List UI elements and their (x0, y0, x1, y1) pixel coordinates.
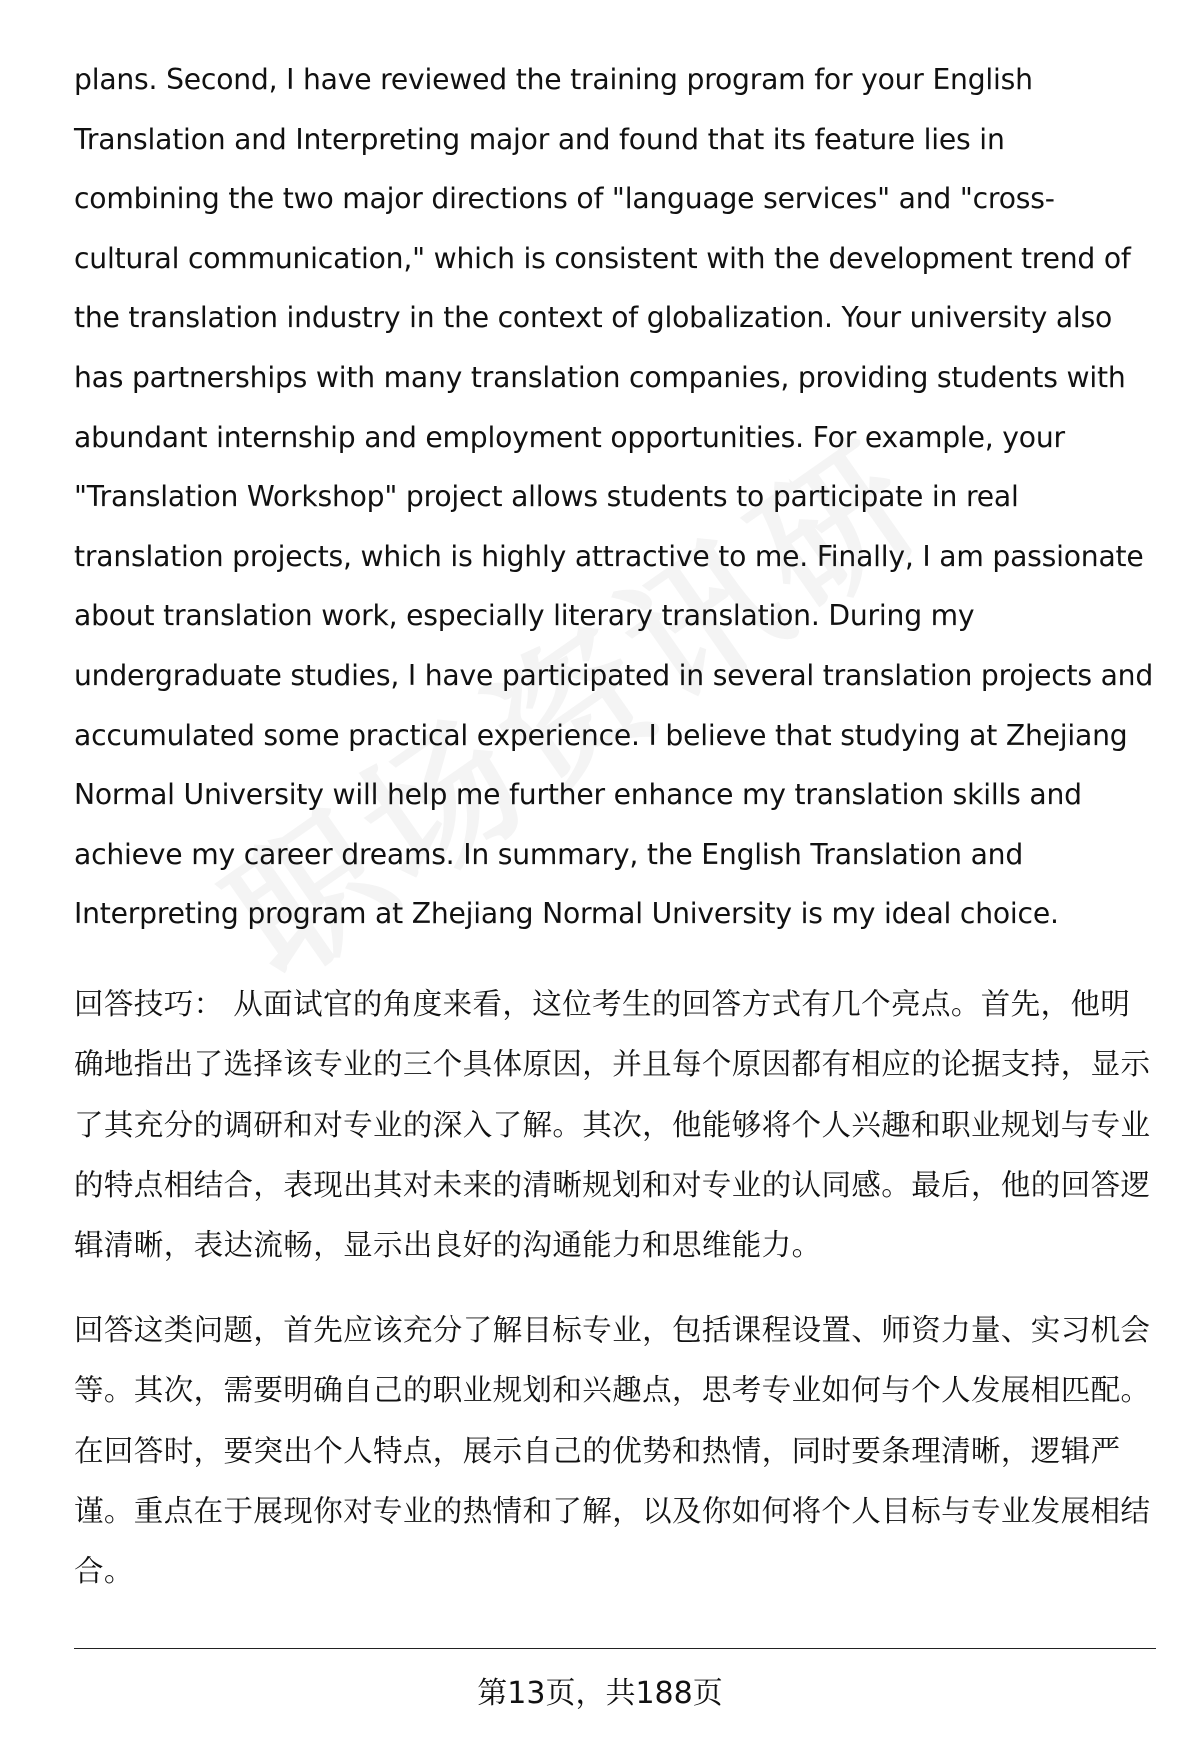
page-number: 第13页，共188页 (477, 1676, 723, 1711)
footer-divider (74, 1648, 1156, 1649)
answer-tips-paragraph: 回答技巧： 从面试官的角度来看，这位考生的回答方式有几个亮点。首先，他明确地指出了选择该专业的三个具体原因，并且每个原因都有相应的论据支持，显示了其充分的调研和对专业的深入了解。其次，他能够将个人兴趣和职业规划与专业的特点相结合，表现出其对未来的清晰规划和对专业的认同感。最后，他的回答逻辑清晰，表达流畅，显示出良好的沟通能力和思维能力。 (74, 987, 1151, 1263)
english-answer-paragraph: plans. Second, I have reviewed the training program for your English Translation and Interpreting major and found that its feature lies in combining the two major directions of "language services" and "cross-cultural communication," which is consistent with the development trend of the translation industry in the context of globalization. Your university also has partnerships with many translation companies, providing students with abundant internship and employment opportunities. For example, your "Translation Workshop" project allows students to participate in real translation projects, which is highly attractive to me. Finally, I am passionate about translation work, especially literary translation. During my undergraduate studies, I have participated in several translation projects and accumulated some practical experience. I believe that studying at Zhejiang Normal University will help me further enhance my translation skills and achieve my career dreams. In summary, the English Translation and Interpreting program at Zhejiang Normal University is my ideal choice. (74, 63, 1154, 931)
answer-advice-paragraph: 回答这类问题，首先应该充分了解目标专业，包括课程设置、师资力量、实习机会等。其次，需要明确自己的职业规划和兴趣点，思考专业如何与个人发展相匹配。在回答时，要突出个人特点，展示自己的优势和热情，同时要条理清晰，逻辑严谨。重点在于展现你对专业的热情和了解，以及你如何将个人目标与专业发展相结合。 (74, 1313, 1151, 1589)
